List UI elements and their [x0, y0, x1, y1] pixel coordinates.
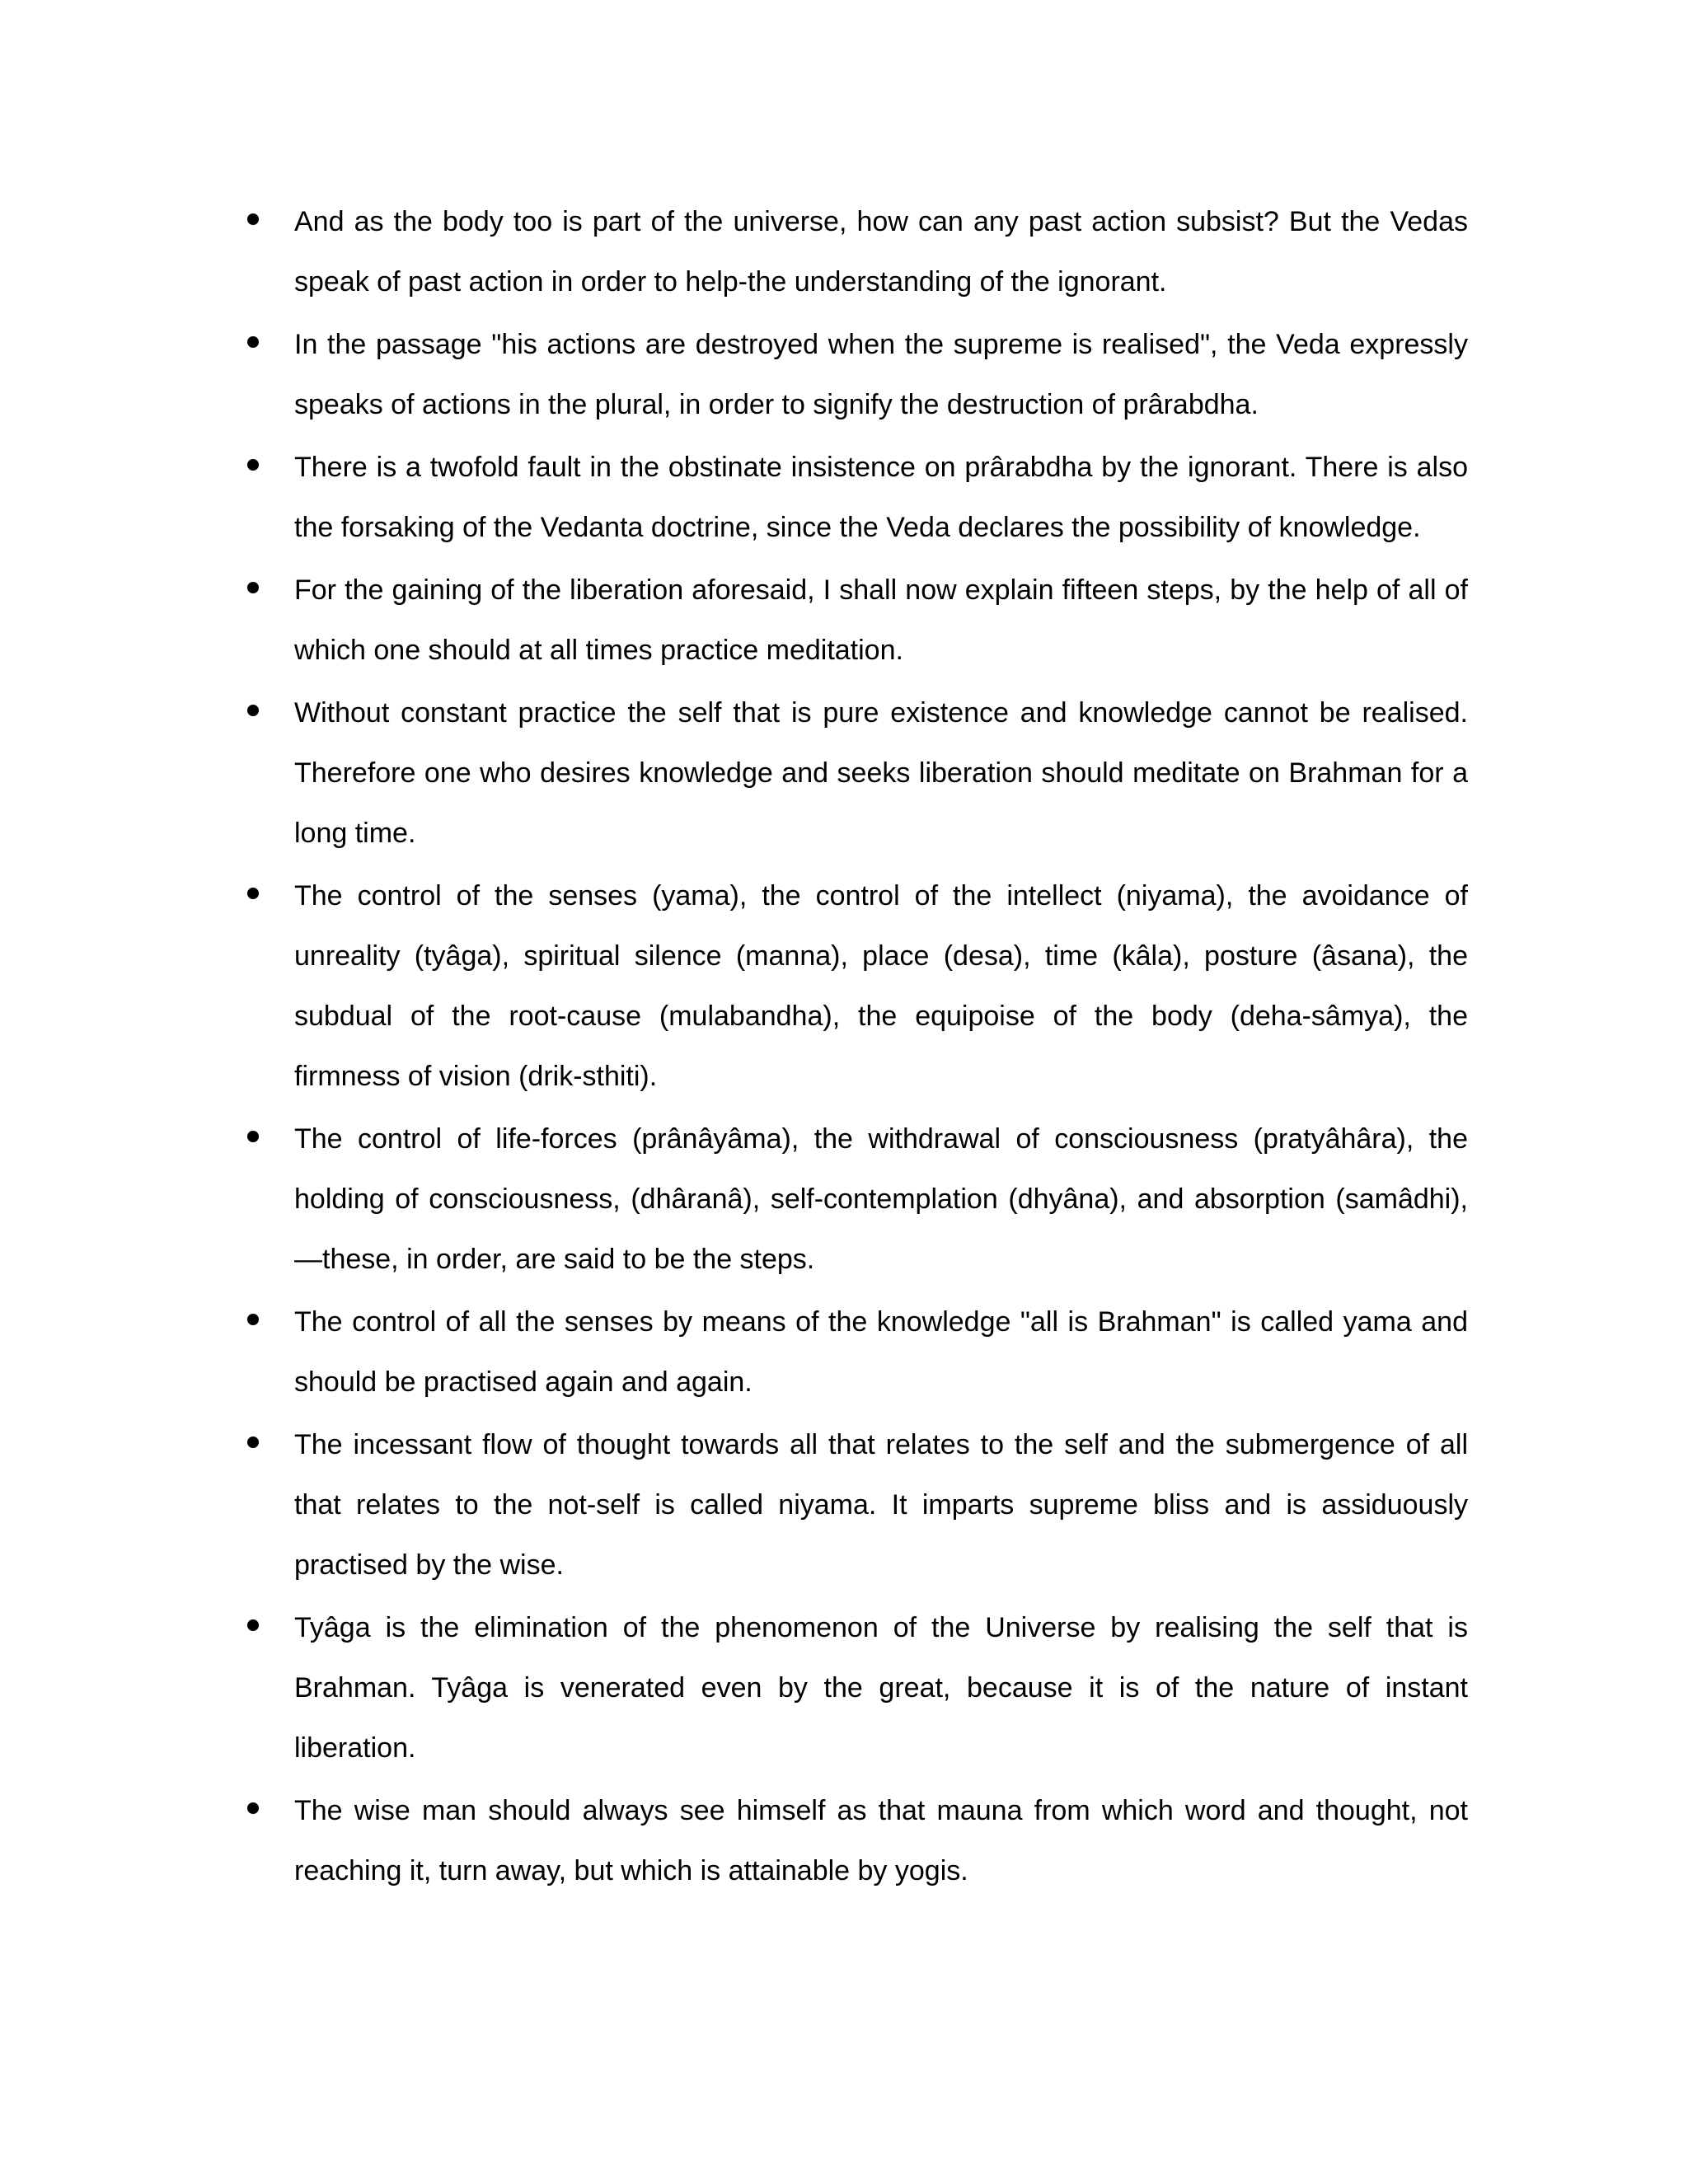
- list-item-text: The control of life-forces (prânâyâma), the withdrawal of consciousness (pratyâhâra), the holding of consciousness, (dhâranâ), self-contemplation (dhyâna), and absorption (samâdhi),—these, in order, are said to be the steps.: [294, 1123, 1468, 1275]
- bullet-icon: [247, 459, 259, 471]
- bullet-icon: [247, 1436, 259, 1448]
- list-item-text: The wise man should always see himself as that mauna from which word and thought, not reaching it, turn away, but which is attainable by yogis.: [294, 1795, 1468, 1886]
- list-item-text: Without constant practice the self that is pure existence and knowledge cannot be realised. Therefore one who desires knowledge and seeks liberation should meditate on Brahman for a long time.: [294, 697, 1468, 849]
- bullet-icon: [247, 1619, 259, 1631]
- list-item-text: And as the body too is part of the universe, how can any past action subsist? But the Vedas speak of past action in order to help-the understanding of the ignorant.: [294, 206, 1468, 298]
- list-item: [294, 866, 1468, 1107]
- list-item: [294, 438, 1468, 558]
- list-item: [294, 1109, 1468, 1290]
- bullet-icon: [247, 1131, 259, 1142]
- list-item-text: In the passage "his actions are destroyed when the supreme is realised", the Veda expressly speaks of actions in the plural, in order to signify the destruction of prârabdha.: [294, 329, 1468, 420]
- list-item-text: The control of all the senses by means of the knowledge "all is Brahman" is called yama and should be practised again and again.: [294, 1306, 1468, 1398]
- list-item: [294, 192, 1468, 312]
- list-item: [294, 315, 1468, 435]
- list-item-text: For the gaining of the liberation aforesaid, I shall now explain fifteen steps, by the help of all of which one should at all times practice meditation.: [294, 574, 1468, 666]
- list-item: [294, 1598, 1468, 1779]
- list-item: [294, 1415, 1468, 1596]
- list-item-text: Tyâga is the elimination of the phenomenon of the Universe by realising the self that is Brahman. Tyâga is venerated even by the great, because it is of the nature of instant liberation.: [294, 1612, 1468, 1764]
- list-item-text: The incessant flow of thought towards all that relates to the self and the submergence of all that relates to the not-self is called niyama. It imparts supreme bliss and is assiduously practised by the wise.: [294, 1429, 1468, 1581]
- list-item: [294, 560, 1468, 681]
- list-item: [294, 683, 1468, 864]
- list-item: [294, 1292, 1468, 1413]
- bullet-icon: [247, 705, 259, 716]
- bullet-icon: [247, 1802, 259, 1814]
- bullet-icon: [247, 1314, 259, 1325]
- list-item: [294, 1781, 1468, 1901]
- list-item-text: The control of the senses (yama), the control of the intellect (niyama), the avoidance of unreality (tyâga), spiritual silence (manna), place (desa), time (kâla), posture (âsana), the subdual of the root-cause (mulabandha), the equipoise of the body (deha-sâmya), the firmness of vision (drik-sthiti).: [294, 880, 1468, 1092]
- bullet-icon: [247, 582, 259, 593]
- bullet-icon: [247, 888, 259, 899]
- bullet-icon: [247, 213, 259, 225]
- bullet-list: [294, 192, 1468, 1904]
- list-item-text: There is a twofold fault in the obstinate insistence on prârabdha by the ignorant. There is also the forsaking of the Vedanta doctrine, since the Veda declares the possibility of knowledge.: [294, 452, 1468, 543]
- bullet-icon: [247, 336, 259, 348]
